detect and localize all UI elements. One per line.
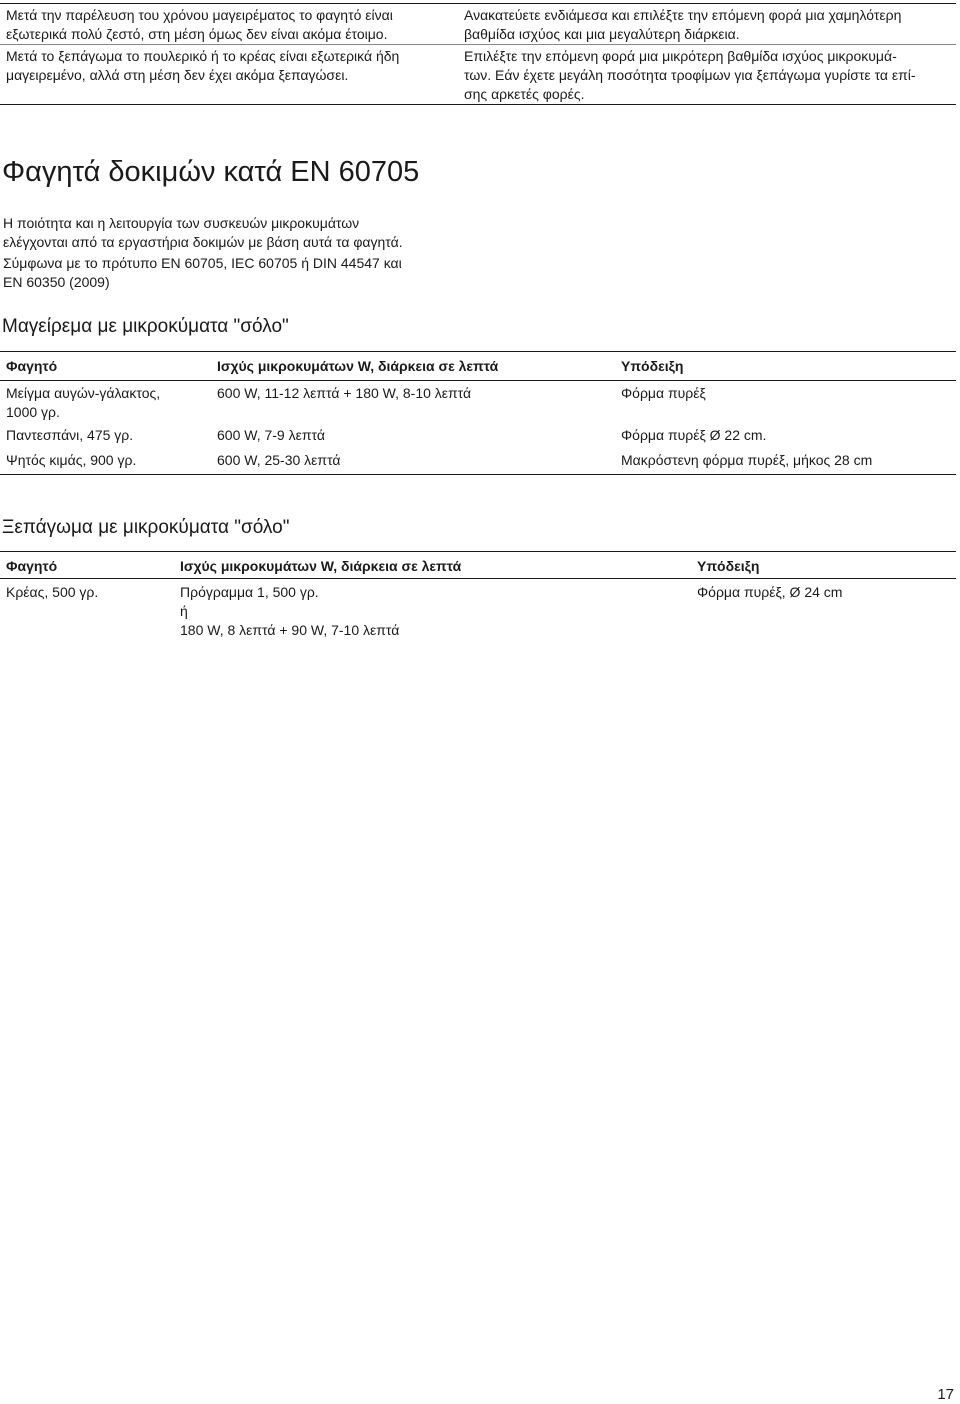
intro-line: Σύμφωνα με το πρότυπο EN 60705, IEC 60705 ή DIN 44547 και: [3, 255, 402, 271]
intro-line: Η ποιότητα και η λειτουργία των συσκευών μικροκυμάτων: [3, 215, 360, 231]
cooking-row3-hint: Μακρόστενη φόρμα πυρέξ, μήκος 28 cm: [621, 452, 873, 468]
table-row: [0, 384, 956, 424]
cooking-header-power: Ισχύς μικροκυμάτων W, διάρκεια σε λεπτά: [217, 358, 499, 374]
top-table-rule-bottom: [0, 104, 956, 105]
intro-line: ελέγχονται από τα εργαστήρια δοκιμών με βάση αυτά τα φαγητά.: [3, 234, 403, 250]
top-row2-remedy-line2: των. Εάν έχετε μεγάλη ποσότητα τροφίμων για ξεπάγωμα γυρίστε τα επί-: [464, 67, 916, 83]
cooking-row1-hint: Φόρμα πυρέξ: [621, 385, 706, 401]
table-row: [0, 583, 956, 643]
top-row2-problem: Μετά το ξεπάγωμα το πουλερικό ή το κρέας είναι εξωτερικά ήδη μαγειρεμένο, αλλά στη μέση δεν έχει ακόμα ξεπαγώσει.: [6, 48, 400, 83]
defrost-row1-hint: Φόρμα πυρέξ, Ø 24 cm: [697, 584, 843, 600]
cooking-row3-food: Ψητός κιμάς, 900 γρ.: [6, 452, 137, 468]
power-line: Πρόγραμμα 1, 500 γρ.: [180, 584, 319, 600]
top-row1-remedy: Ανακατεύετε ενδιάμεσα και επιλέξτε την επόμενη φορά μια χαμηλότερη βαθμίδα ισχύος και μια μεγαλύτερη διάρκεια.: [464, 7, 902, 42]
cooking-table-title: Μαγείρεμα με μικροκύματα "σόλο": [2, 316, 289, 337]
cooking-row1-food: [6, 384, 160, 422]
top-row2-remedy-line1: Επιλέξτε την επόμενη φορά μια μικρότερη βαθμίδα ισχύος μικροκυμά-: [464, 48, 897, 64]
top-table-row-divider: [0, 44, 956, 45]
top-row2-remedy-line3: σης αρκετές φορές.: [464, 86, 585, 102]
food-line: 1000 γρ.: [6, 404, 60, 420]
cooking-row2-hint: Φόρμα πυρέξ Ø 22 cm.: [621, 427, 767, 443]
top-row1-problem: Μετά την παρέλευση του χρόνου μαγειρέματος το φαγητό είναι εξωτερικά πολύ ζεστό, στη μέση όμως δεν είναι ακόμα έτοιμο.: [6, 7, 393, 42]
top-table-rule-top: [0, 3, 956, 4]
cooking-row2-power: 600 W, 7-9 λεπτά: [217, 427, 325, 443]
section-title: Φαγητά δοκιμών κατά EN 60705: [2, 156, 420, 188]
food-line: Μείγμα αυγών-γάλακτος,: [6, 385, 161, 401]
cooking-table-rule-bottom: [0, 474, 956, 475]
defrost-header-power: Ισχύς μικροκυμάτων W, διάρκεια σε λεπτά: [180, 558, 462, 574]
defrost-header-food: Φαγητό: [6, 558, 58, 574]
cooking-header-food: Φαγητό: [6, 358, 58, 374]
defrost-table-title: Ξεπάγωμα με μικροκύματα "σόλο": [2, 517, 290, 538]
defrost-row1-food: Κρέας, 500 γρ.: [6, 584, 99, 600]
power-line: 180 W, 8 λεπτά + 90 W, 7-10 λεπτά: [180, 622, 400, 638]
cooking-row2-food: Παντεσπάνι, 475 γρ.: [6, 427, 134, 443]
defrost-table-rule-top: [0, 551, 956, 552]
page-number: 17: [937, 1386, 954, 1403]
intro-line: EN 60350 (2009): [3, 274, 110, 290]
cooking-row1-power: 600 W, 11-12 λεπτά + 180 W, 8-10 λεπτά: [217, 385, 472, 401]
defrost-header-hint: Υπόδειξη: [697, 558, 760, 574]
table-row: [0, 426, 956, 446]
section-intro: [3, 214, 473, 292]
cooking-header-hint: Υπόδειξη: [621, 358, 684, 374]
defrost-row1-power: [180, 583, 399, 640]
power-line: ή: [180, 603, 188, 619]
defrost-header-rule: [0, 578, 956, 579]
cooking-table-rule-top: [0, 351, 956, 352]
cooking-row3-power: 600 W, 25-30 λεπτά: [217, 452, 341, 468]
cooking-header-rule: [0, 380, 956, 381]
table-row: [0, 451, 956, 471]
top-row2-remedy: [464, 47, 959, 104]
